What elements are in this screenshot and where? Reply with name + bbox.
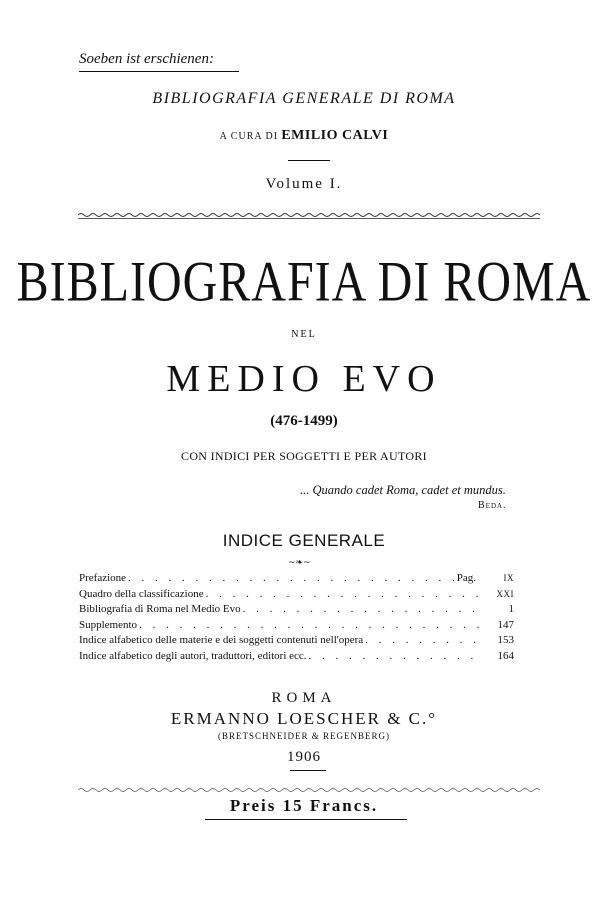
toc-leader-dots <box>309 649 484 665</box>
editor-name: EMILIO CALVI <box>281 128 389 143</box>
epigraph-author: Beda. <box>478 500 507 511</box>
editor-line <box>0 127 608 144</box>
main-title: BIBLIOGRAFIA DI ROMA <box>16 251 592 314</box>
series-title: BIBLIOGRAFIA GENERALE DI ROMA <box>152 90 456 107</box>
price-underline <box>205 819 407 820</box>
toc-entry-label: Indice alfabetico degli autori, traduttori, editori ecc. <box>79 649 307 662</box>
volume-label: Volume I. <box>265 176 343 192</box>
announcement: Soeben ist erschienen: <box>79 51 214 67</box>
table-of-contents <box>79 571 514 664</box>
date-range: (476-1499) <box>270 413 338 429</box>
imprint-publisher-note: (BRETSCHNEIDER & REGENBERG) <box>218 731 390 741</box>
wavy-divider-bottom <box>78 786 540 794</box>
toc-row <box>79 571 514 587</box>
toc-entry-page: 164 <box>497 649 514 662</box>
toc-row <box>79 587 514 603</box>
year-rule <box>290 770 326 771</box>
toc-pag-label: Pag. <box>456 572 476 584</box>
title-connector: NEL <box>291 329 317 340</box>
flourish-ornament: ~❧~ <box>288 558 311 568</box>
toc-entry-label: Quadro della classificazione <box>79 587 204 600</box>
subtitle: MEDIO EVO <box>166 358 442 400</box>
toc-entry-page: XXI <box>496 588 514 599</box>
toc-entry-page: 1 <box>508 603 514 615</box>
toc-row <box>79 602 514 618</box>
toc-entry-page: IX <box>503 573 514 583</box>
announcement-underline <box>79 71 239 72</box>
toc-row <box>79 649 514 665</box>
toc-entry-label: Bibliografia di Roma nel Medio Evo <box>79 603 241 615</box>
editor-rule <box>288 160 330 161</box>
toc-leader-dots <box>243 602 484 618</box>
toc-leader-dots <box>128 571 455 587</box>
epigraph-quote: ... Quando cadet Roma, cadet et mundus. <box>300 483 506 497</box>
price-line: Preis 15 Francs. <box>229 796 379 815</box>
toc-entry-page: 153 <box>497 634 514 646</box>
toc-entry-page: 147 <box>497 618 514 631</box>
toc-leader-dots <box>139 618 484 634</box>
imprint-publisher: ERMANNO LOESCHER & C.° <box>170 709 438 728</box>
imprint-year: 1906 <box>287 749 321 765</box>
wavy-divider-top <box>78 211 540 219</box>
imprint-city: ROMA <box>271 690 337 706</box>
toc-entry-label: Prefazione <box>79 572 127 584</box>
toc-entry-label: Supplemento <box>79 618 138 631</box>
editor-prefix: A CURA DI <box>219 131 279 142</box>
toc-leader-dots <box>365 633 484 649</box>
contents-heading: INDICE GENERALE <box>222 531 386 550</box>
toc-row <box>79 633 514 649</box>
toc-entry-label: Indice alfabetico delle materie e dei soggetti contenuti nell'opera <box>79 634 364 646</box>
toc-leader-dots <box>206 587 484 603</box>
toc-row <box>79 618 514 634</box>
indices-note: CON INDICI PER SOGGETTI E PER AUTORI <box>181 449 427 463</box>
